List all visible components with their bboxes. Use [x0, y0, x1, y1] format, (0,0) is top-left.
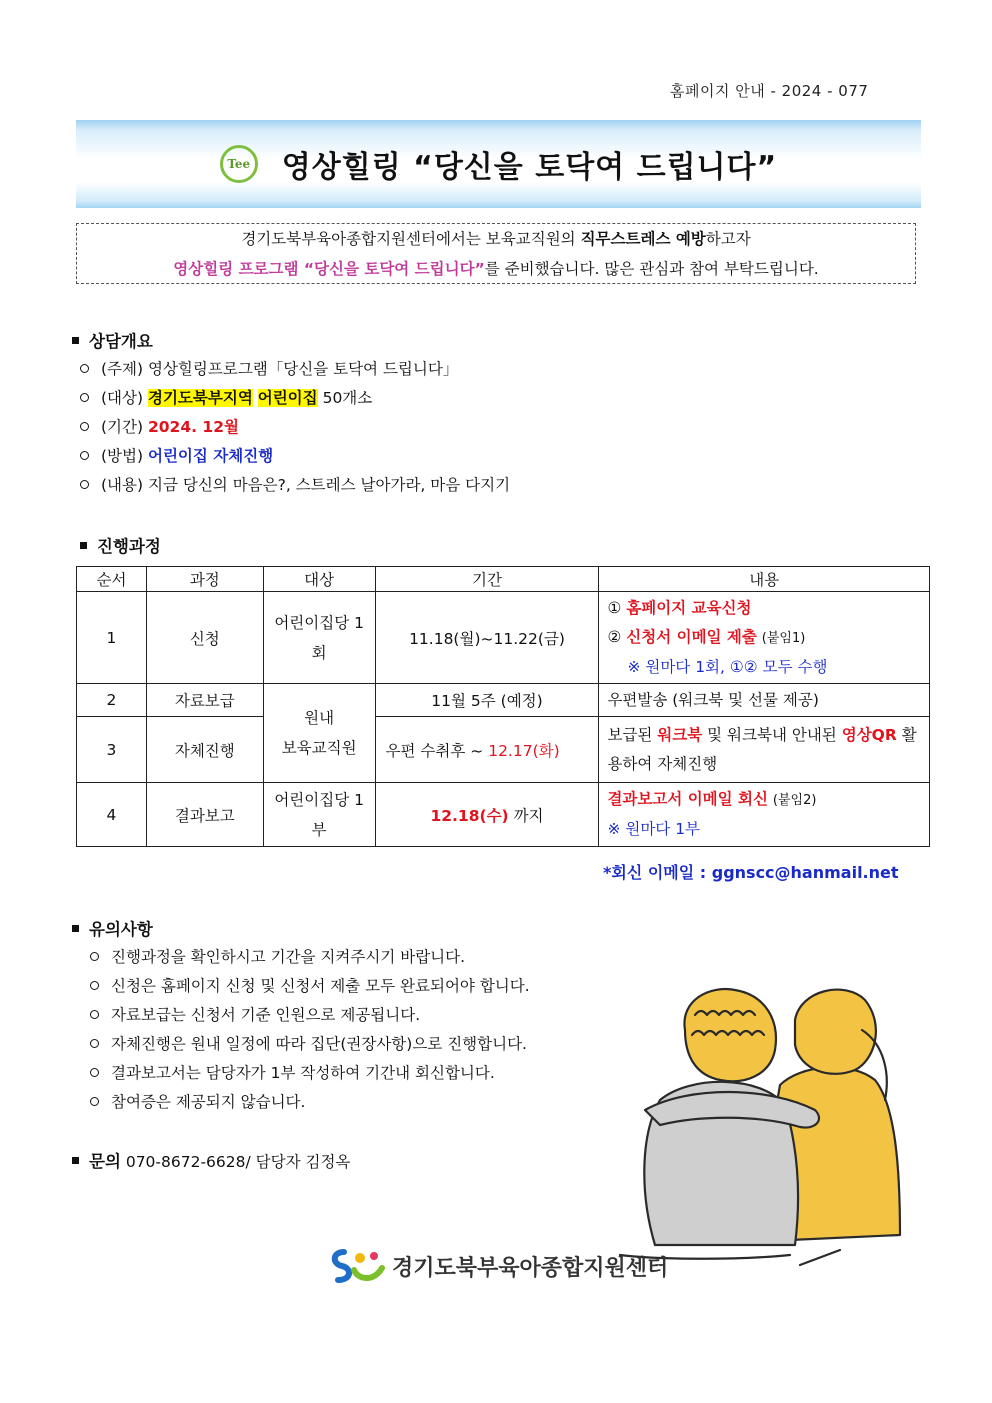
- circle-bullet-icon: [80, 393, 89, 402]
- circle-bullet-icon: [90, 1097, 99, 1106]
- section-title-process: 진행과정: [80, 533, 161, 557]
- circle-bullet-icon: [90, 1010, 99, 1019]
- list-item: 결과보고서는 담당자가 1부 작성하여 기간내 회신합니다.: [90, 1059, 530, 1088]
- table-row: 3 자체진행 우편 수취후 ~ 12.17(화) 보급된 워크북 및 워크북내 안내된 영상QR 활용하여 자체진행: [77, 717, 930, 783]
- hugging-couple-illustration: [600, 975, 930, 1270]
- circle-bullet-icon: [80, 480, 89, 489]
- title-banner: [76, 120, 921, 208]
- list-item: 자료보급는 신청서 기준 인원으로 제공됩니다.: [90, 1001, 530, 1030]
- table-header-row: 순서 과정 대상 기간 내용: [77, 567, 930, 592]
- list-item: (방법) 어린이집 자체진행: [80, 442, 510, 471]
- table-row: 1 신청 어린이집당 1회 11.18(월)~11.22(금) ① 홈페이지 교육신청 ② 신청서 이메일 제출 (붙임1) ※ 원마다 1회, ①② 모두 수행: [77, 592, 930, 684]
- tee-logo-icon: Tee: [220, 145, 258, 183]
- intro-box: 경기도북부육아종합지원센터에서는 보육교직원의 직무스트레스 예방하고자 영상힐링 프로그램 “당신을 토닥여 드립니다”를 준비했습니다. 많은 관심과 참여 부탁드립니다.: [76, 223, 916, 284]
- list-item: 신청은 홈페이지 신청 및 신청서 제출 모두 완료되어야 합니다.: [90, 972, 530, 1001]
- list-item: 진행과정을 확인하시고 기간을 지켜주시기 바랍니다.: [90, 943, 530, 972]
- circle-bullet-icon: [90, 1039, 99, 1048]
- circle-bullet-icon: [90, 1068, 99, 1077]
- section-title-overview: 상담개요: [72, 328, 153, 352]
- circle-bullet-icon: [80, 451, 89, 460]
- list-item: (대상) 경기도북부지역 어린이집 50개소: [80, 384, 510, 413]
- circle-bullet-icon: [90, 952, 99, 961]
- table-row: 4 결과보고 어린이집당 1부 12.18(수) 까지 결과보고서 이메일 회신 (붙임2) ※ 원마다 1부: [77, 783, 930, 847]
- list-item: 참여증은 제공되지 않습니다.: [90, 1088, 530, 1117]
- square-bullet-icon: [80, 542, 87, 549]
- list-item: (기간) 2024. 12월: [80, 413, 510, 442]
- notes-list: [90, 943, 530, 1117]
- list-item: (주제) 영상힐링프로그램「당신을 토닥여 드립니다」: [80, 355, 510, 384]
- org-name: 경기도북부육아종합지원센터: [392, 1255, 669, 1281]
- table-row: 2 자료보급 원내 보육교직원 11월 5주 (예정) 우편발송 (워크북 및 선물 제공): [77, 684, 930, 717]
- circle-bullet-icon: [90, 981, 99, 990]
- section-title-notes: 유의사항: [72, 916, 153, 940]
- page-title: 영상힐링 “당신을 토닥여 드립니다”: [281, 150, 778, 185]
- square-bullet-icon: [72, 1157, 79, 1164]
- list-item: (내용) 지금 당신의 마음은?, 스트레스 날아가라, 마음 다지기: [80, 471, 510, 500]
- center-logo-icon: [330, 1248, 386, 1284]
- list-item: 자체진행은 원내 일정에 따라 집단(권장사항)으로 진행합니다.: [90, 1030, 530, 1059]
- square-bullet-icon: [72, 337, 79, 344]
- header-meta: 홈페이지 안내 - 2024 - 077: [670, 82, 869, 100]
- footer-org: [330, 1248, 668, 1284]
- reply-email: *회신 이메일 : ggnscc@hanmail.net: [603, 863, 899, 882]
- square-bullet-icon: [72, 925, 79, 932]
- circle-bullet-icon: [80, 364, 89, 373]
- process-table: [76, 566, 930, 847]
- program-name: 영상힐링 프로그램 “당신을 토닥여 드립니다”: [173, 260, 485, 278]
- contact-line: 문의 070-8672-6628/ 담당자 김정옥: [72, 1148, 350, 1172]
- overview-list: [80, 355, 510, 500]
- circle-bullet-icon: [80, 422, 89, 431]
